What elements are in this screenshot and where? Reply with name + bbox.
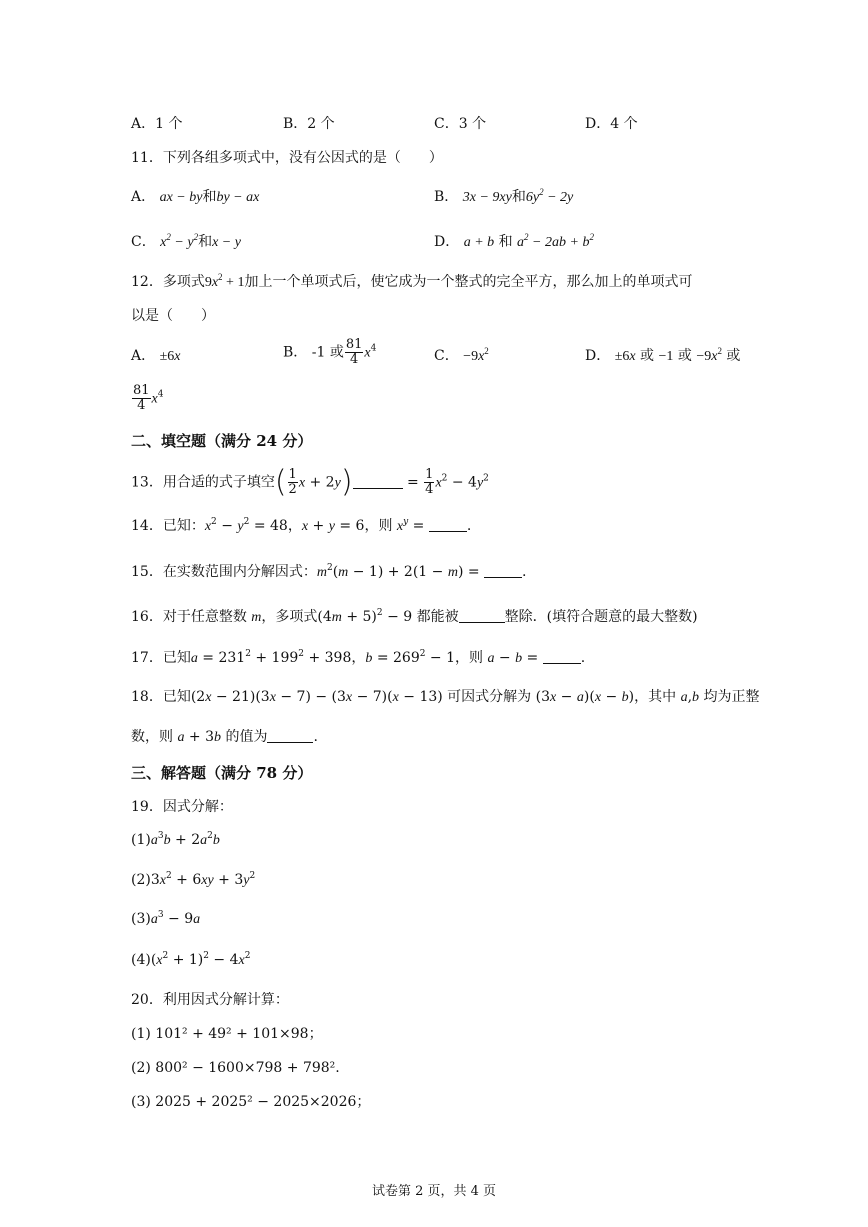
q11-b-expr1: 3x − 9xy <box>462 190 512 205</box>
q12-stem-expr: $9x^2 + 1$ <box>204 272 245 290</box>
q19-item-1: $(1)a^3b + 2a^2b$ <box>131 831 220 848</box>
q17-blank[interactable] <box>543 649 581 664</box>
q19-item-3: $(3)a^3 - 9a$ <box>131 910 201 927</box>
q18-line1: 18．已知(2x − 21)(3x − 7) − (3x − 7)(x − 13) 可因式分解为 (3x − a)(x − b)，其中 a,b 均为正整 <box>131 689 760 705</box>
q12-option-c: C． $-9x^2$ <box>434 346 489 364</box>
q14-blank[interactable] <box>429 517 467 532</box>
q20-item-2: (2) 800² − 1600×798 + 798². <box>131 1060 340 1076</box>
q11-option-b: B． 3x − 9xy和$6y^2 - 2y$ <box>434 187 574 205</box>
q11-d-expr1: a + b <box>463 235 495 250</box>
q18-blank[interactable] <box>267 728 313 743</box>
q11-stem: 11．下列各组多项式中，没有公因式的是（ ） <box>131 150 443 166</box>
q11-option-a: A． ax − by和by − ax <box>131 189 260 205</box>
q17: 17．已知$a = 231^2 + 199^2 + 398$，$b = 269^2 - 1$，则 a − b = . <box>131 649 586 666</box>
q11-c-expr1: $x^2 - y^2$ <box>160 232 199 250</box>
q18-line2: 数，则 a + 3b 的值为 . <box>131 729 318 745</box>
q10-option-c: C．3 个 <box>434 116 487 132</box>
q12-option-a: A． ±6x <box>131 348 181 364</box>
q12-stem-line1: 12．多项式$9x^2 + 1$加上一个单项式后，使它成为一个整式的完全平方，那么加上的单项式可 <box>131 272 693 290</box>
q19-item-2: $(2)3x^2 + 6xy + 3y^2$ <box>131 871 256 888</box>
q12-stem-line2: 以是（ ） <box>131 308 215 324</box>
q10-option-d: D．4 个 <box>585 116 638 132</box>
q15-blank[interactable] <box>484 563 522 578</box>
q15: 15．在实数范围内分解因式：$m^2(m - 1) + 2(1 - m)$ = . <box>131 563 527 580</box>
q19-item-4: $(4)(x^2 + 1)^2 - 4x^2$ <box>131 951 251 968</box>
section-3-heading: 三、解答题（满分 78 分） <box>131 764 313 782</box>
q20-stem: 20．利用因式分解计算： <box>131 992 289 1008</box>
q16: 16．对于任意整数 m，多项式$(4m + 5)^2 - 9$ 都能被 整除．(填符合题意的最大整数) <box>131 608 698 625</box>
section-2-heading: 二、填空题（满分 24 分） <box>131 432 313 450</box>
page-footer: 试卷第 2 页，共 4 页 <box>371 1184 497 1199</box>
q16-blank[interactable] <box>459 608 505 623</box>
q11-a-expr1: ax − by <box>159 190 203 205</box>
q20-item-1: (1) 101² + 49² + 101×98； <box>131 1026 323 1042</box>
q11-a-expr2: by − ax <box>216 190 260 205</box>
q19-stem: 19．因式分解： <box>131 799 233 815</box>
q11-b-expr2: $6y^2 - 2y$ <box>525 187 574 205</box>
q13: 13．用合适的式子填空( $\frac{1}{2}$ x + 2y) = $\frac{1}{4}$ $x^2 - 4y^2$ <box>131 464 489 500</box>
q12-option-d: D． ±6x 或 −1 或 $-9x^2$ 或 <box>585 346 741 364</box>
q11-c-expr2: x − y <box>212 235 241 250</box>
q10-option-a: A．1 个 <box>131 116 183 132</box>
q12-option-b: B． -1 或 $\frac{81}{4}$ $x^4$ <box>283 337 377 367</box>
q12-option-d-continued: $\frac{81}{4}$ $x^4$ <box>133 383 164 413</box>
q14: 14．已知：$x^2 - y^2 = 48$，x + y = 6，则 $x^y$ = . <box>131 517 472 534</box>
q13-blank[interactable] <box>353 474 403 489</box>
q20-item-3: (3) 2025 + 2025² − 2025×2026； <box>131 1094 371 1110</box>
q11-d-expr2: $a^2 - 2ab + b^2$ <box>517 232 594 250</box>
q10-option-b: B．2 个 <box>283 116 335 132</box>
q11-option-d: D． a + b 和 $a^2 - 2ab + b^2$ <box>434 232 594 250</box>
q11-option-c: C． $x^2 - y^2$和x − y <box>131 232 241 250</box>
